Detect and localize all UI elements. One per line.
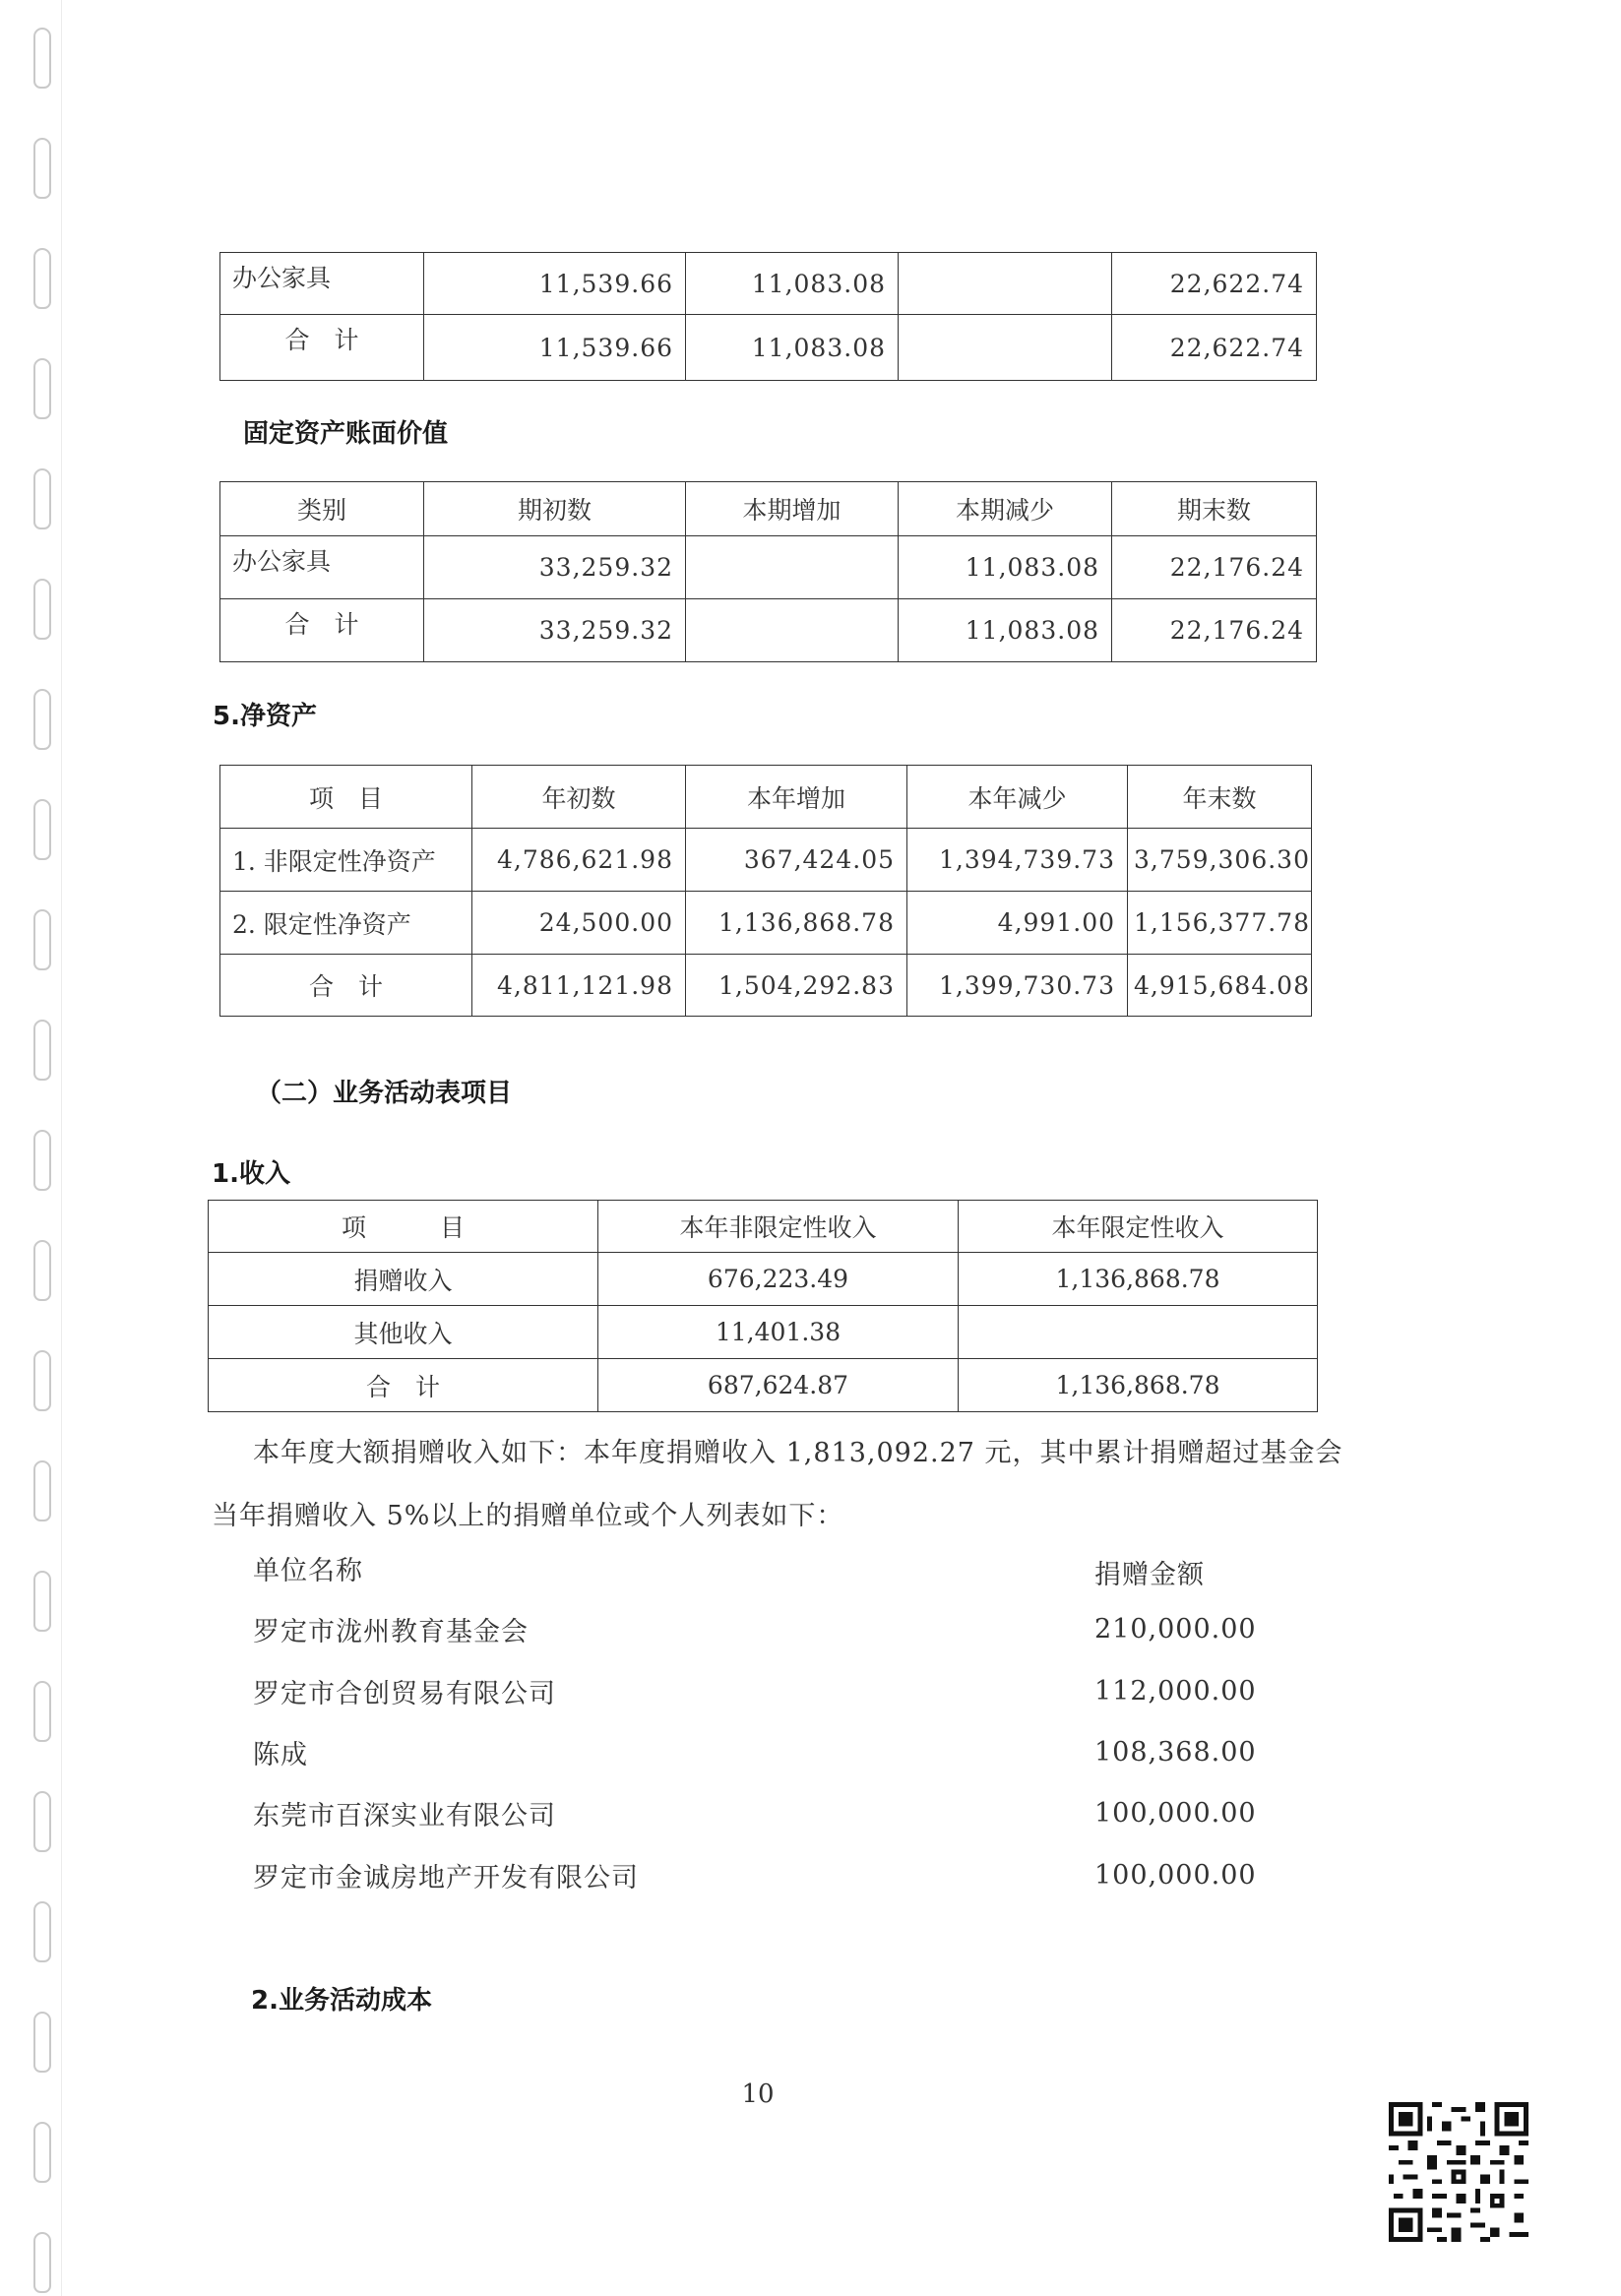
cell-value: 11,539.66 [424, 253, 686, 315]
cell-value [686, 599, 899, 662]
punch-hole [33, 1350, 51, 1411]
donor-name: 罗定市泷州教育基金会 [253, 1617, 529, 1647]
table-row [220, 599, 1317, 662]
column-header: 本期减少 [899, 482, 1112, 536]
cell-value: 24,500.00 [472, 892, 686, 955]
table-header-row [209, 1201, 1318, 1253]
donor-amount: 100,000.00 [1094, 1860, 1257, 1891]
cell-value: 11,083.08 [686, 315, 899, 381]
cell-value: 1,136,868.78 [959, 1253, 1318, 1306]
cell-value [899, 253, 1112, 315]
business-cost-heading: 2.业务活动成本 [251, 1986, 432, 2016]
row-label: 合 计 [220, 955, 472, 1017]
table-row [209, 1359, 1318, 1412]
table-header-row [220, 482, 1317, 536]
table-row [209, 1306, 1318, 1359]
cell-value: 1,394,739.73 [907, 829, 1128, 892]
punch-hole [33, 1681, 51, 1742]
row-label: 其他收入 [209, 1306, 598, 1359]
cell-value: 11,401.38 [598, 1306, 959, 1359]
table-row [220, 536, 1317, 599]
punch-hole [33, 1791, 51, 1852]
row-label: 合 计 [209, 1359, 598, 1412]
cell-value [899, 315, 1112, 381]
row-label: 办公家具 [220, 253, 424, 315]
punch-hole [33, 579, 51, 640]
column-header: 类别 [220, 482, 424, 536]
column-header: 本年减少 [907, 766, 1128, 829]
donor-name: 陈成 [253, 1740, 308, 1770]
donor-amount: 100,000.00 [1094, 1798, 1257, 1829]
cell-value: 1,136,868.78 [959, 1359, 1318, 1412]
row-label: 合 计 [220, 599, 424, 662]
cell-value: 4,811,121.98 [472, 955, 686, 1017]
column-header: 期初数 [424, 482, 686, 536]
column-header: 项 目 [209, 1201, 598, 1253]
punch-hole [33, 689, 51, 750]
cell-value: 3,759,306.30 [1128, 829, 1312, 892]
punch-hole [33, 1130, 51, 1191]
punch-hole [33, 2232, 51, 2293]
table-row [220, 892, 1312, 955]
table-row [220, 253, 1317, 315]
column-header: 项 目 [220, 766, 472, 829]
punch-hole [33, 468, 51, 529]
cell-value: 687,624.87 [598, 1359, 959, 1412]
punch-hole [33, 909, 51, 970]
punch-hole [33, 358, 51, 419]
binding-margin [0, 0, 62, 2296]
cell-value: 33,259.32 [424, 599, 686, 662]
donor-name: 东莞市百深实业有限公司 [253, 1801, 556, 1831]
row-label: 捐赠收入 [209, 1253, 598, 1306]
cell-value: 4,786,621.98 [472, 829, 686, 892]
punch-hole [33, 2012, 51, 2073]
fixed-asset-continuation-table [219, 252, 1317, 381]
punch-hole [33, 28, 51, 89]
net-assets-heading: 5.净资产 [213, 702, 317, 731]
donation-paragraph-line-1: 本年度大额捐赠收入如下：本年度捐赠收入 1,813,092.27 元，其中累计捐赠超过基金会 [253, 1438, 1343, 1468]
column-header: 年末数 [1128, 766, 1312, 829]
cell-value: 22,622.74 [1112, 253, 1317, 315]
column-header: 期末数 [1112, 482, 1317, 536]
donor-name-header: 单位名称 [253, 1556, 363, 1586]
punch-hole [33, 1460, 51, 1521]
cell-value: 11,539.66 [424, 315, 686, 381]
punch-hole [33, 248, 51, 309]
column-header: 本年非限定性收入 [598, 1201, 959, 1253]
book-value-table [219, 481, 1317, 662]
cell-value: 11,083.08 [686, 253, 899, 315]
table-row [220, 955, 1312, 1017]
donor-amount: 112,000.00 [1094, 1676, 1257, 1706]
donation-paragraph-line-2: 当年捐赠收入 5%以上的捐赠单位或个人列表如下： [212, 1501, 844, 1531]
donor-amount: 210,000.00 [1094, 1614, 1257, 1644]
punch-hole [33, 1571, 51, 1632]
cell-value: 4,991.00 [907, 892, 1128, 955]
income-heading: 1.收入 [212, 1159, 290, 1189]
cell-value: 1,504,292.83 [686, 955, 907, 1017]
cell-value: 33,259.32 [424, 536, 686, 599]
page-number: 10 [741, 2079, 775, 2109]
punch-hole [33, 138, 51, 199]
cell-value: 1,136,868.78 [686, 892, 907, 955]
cell-value [959, 1306, 1318, 1359]
donor-amount-header: 捐赠金额 [1094, 1560, 1205, 1590]
income-table [208, 1200, 1318, 1412]
table-header-row [220, 766, 1312, 829]
row-label: 1. 非限定性净资产 [220, 829, 472, 892]
section-two-heading: （二）业务活动表项目 [256, 1079, 513, 1108]
cell-value: 22,176.24 [1112, 536, 1317, 599]
cell-value: 1,399,730.73 [907, 955, 1128, 1017]
cell-value: 367,424.05 [686, 829, 907, 892]
book-value-heading: 固定资产账面价值 [243, 419, 449, 449]
cell-value [686, 536, 899, 599]
table-row [220, 829, 1312, 892]
row-label: 办公家具 [220, 536, 424, 599]
cell-value: 676,223.49 [598, 1253, 959, 1306]
row-label: 合 计 [220, 315, 424, 381]
column-header: 本期增加 [686, 482, 899, 536]
cell-value: 1,156,377.78 [1128, 892, 1312, 955]
column-header: 本年限定性收入 [959, 1201, 1318, 1253]
row-label: 2. 限定性净资产 [220, 892, 472, 955]
punch-hole [33, 1240, 51, 1301]
table-row [209, 1253, 1318, 1306]
column-header: 年初数 [472, 766, 686, 829]
donor-name: 罗定市合创贸易有限公司 [253, 1679, 556, 1709]
net-assets-table [219, 765, 1312, 1017]
column-header: 本年增加 [686, 766, 907, 829]
table-row [220, 315, 1317, 381]
cell-value: 11,083.08 [899, 536, 1112, 599]
cell-value: 4,915,684.08 [1128, 955, 1312, 1017]
cell-value: 11,083.08 [899, 599, 1112, 662]
punch-hole [33, 1901, 51, 1962]
cell-value: 22,622.74 [1112, 315, 1317, 381]
cell-value: 22,176.24 [1112, 599, 1317, 662]
punch-hole [33, 799, 51, 860]
donor-amount: 108,368.00 [1094, 1737, 1257, 1768]
donor-name: 罗定市金诚房地产开发有限公司 [253, 1863, 639, 1893]
punch-hole [33, 1020, 51, 1081]
punch-hole [33, 2122, 51, 2183]
qr-code-icon [1389, 2102, 1528, 2242]
